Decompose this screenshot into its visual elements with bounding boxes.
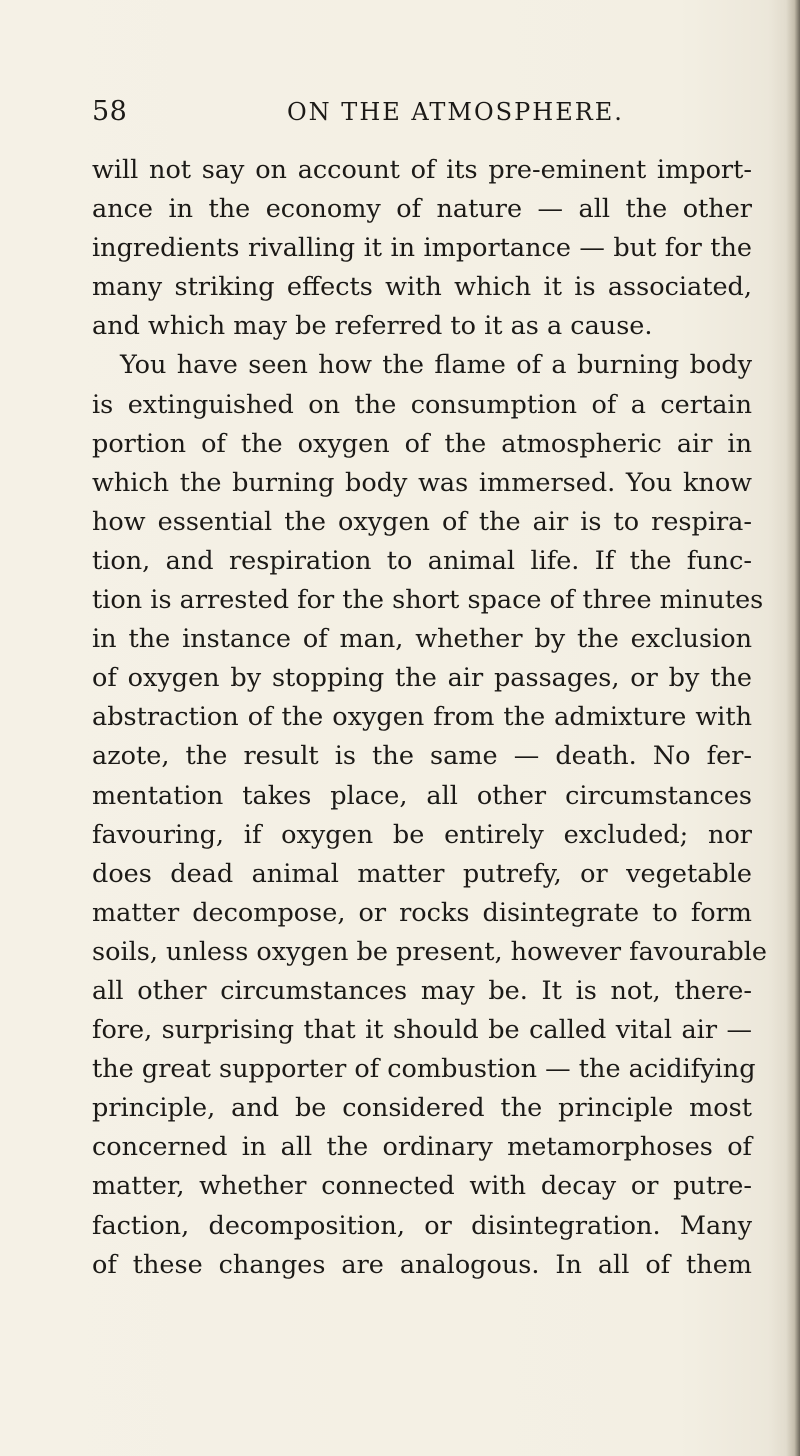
text-line: azote, the result is the same — death. No fer-	[92, 741, 752, 772]
text-line: tion, and respiration to animal life. If the func-	[92, 545, 752, 576]
paragraph-start-line: You have seen how the flame of a burning body	[120, 350, 752, 381]
text-line: which the burning body was immersed. You know	[92, 467, 752, 498]
text-line: matter decompose, or rocks disintegrate to form	[92, 897, 752, 928]
text-line: many striking effects with which it is associated,	[92, 272, 752, 303]
text-line: of oxygen by stopping the air passages, or by the	[92, 663, 752, 694]
text-line: ance in the economy of nature — all the other	[92, 194, 752, 225]
text-line: principle, and be considered the principle most	[92, 1093, 752, 1124]
running-title: ON THE ATMOSPHERE.	[287, 98, 624, 126]
text-line: soils, unless oxygen be present, however favourable	[92, 936, 767, 967]
text-line: in the instance of man, whether by the exclusion	[92, 624, 752, 655]
text-line: faction, decomposition, or disintegration. Many	[92, 1210, 752, 1241]
text-line: is extinguished on the consumption of a certain	[92, 389, 752, 420]
text-line: and which may be referred to it as a cause.	[92, 311, 653, 342]
text-line: the great supporter of combustion — the acidifying	[92, 1054, 756, 1085]
text-line: all other circumstances may be. It is not, there-	[92, 975, 752, 1006]
text-line: portion of the oxygen of the atmospheric air in	[92, 428, 752, 459]
text-line: matter, whether connected with decay or putre-	[92, 1171, 752, 1202]
page-header	[92, 96, 752, 136]
text-line: of these changes are analogous. In all of them	[92, 1249, 752, 1280]
text-line: will not say on account of its pre-eminent import-	[92, 155, 752, 185]
text-line: concerned in all the ordinary metamorphoses of	[92, 1132, 752, 1163]
text-line: how essential the oxygen of the air is to respira-	[92, 506, 752, 537]
text-line: abstraction of the oxygen from the admixture with	[92, 702, 752, 733]
text-line: ingredients rivalling it in importance — but for the	[92, 233, 752, 264]
body-text	[92, 151, 767, 1285]
page-edge-shadow	[786, 0, 800, 1456]
text-line: does dead animal matter putrefy, or vegetable	[92, 858, 752, 889]
text-line: tion is arrested for the short space of three minutes	[92, 585, 764, 616]
text-line: favouring, if oxygen be entirely excluded; nor	[92, 819, 752, 850]
text-line: fore, surprising that it should be called vital air —	[92, 1015, 752, 1046]
text-line: mentation takes place, all other circumstances	[92, 780, 752, 811]
page-number: 58	[92, 96, 128, 127]
